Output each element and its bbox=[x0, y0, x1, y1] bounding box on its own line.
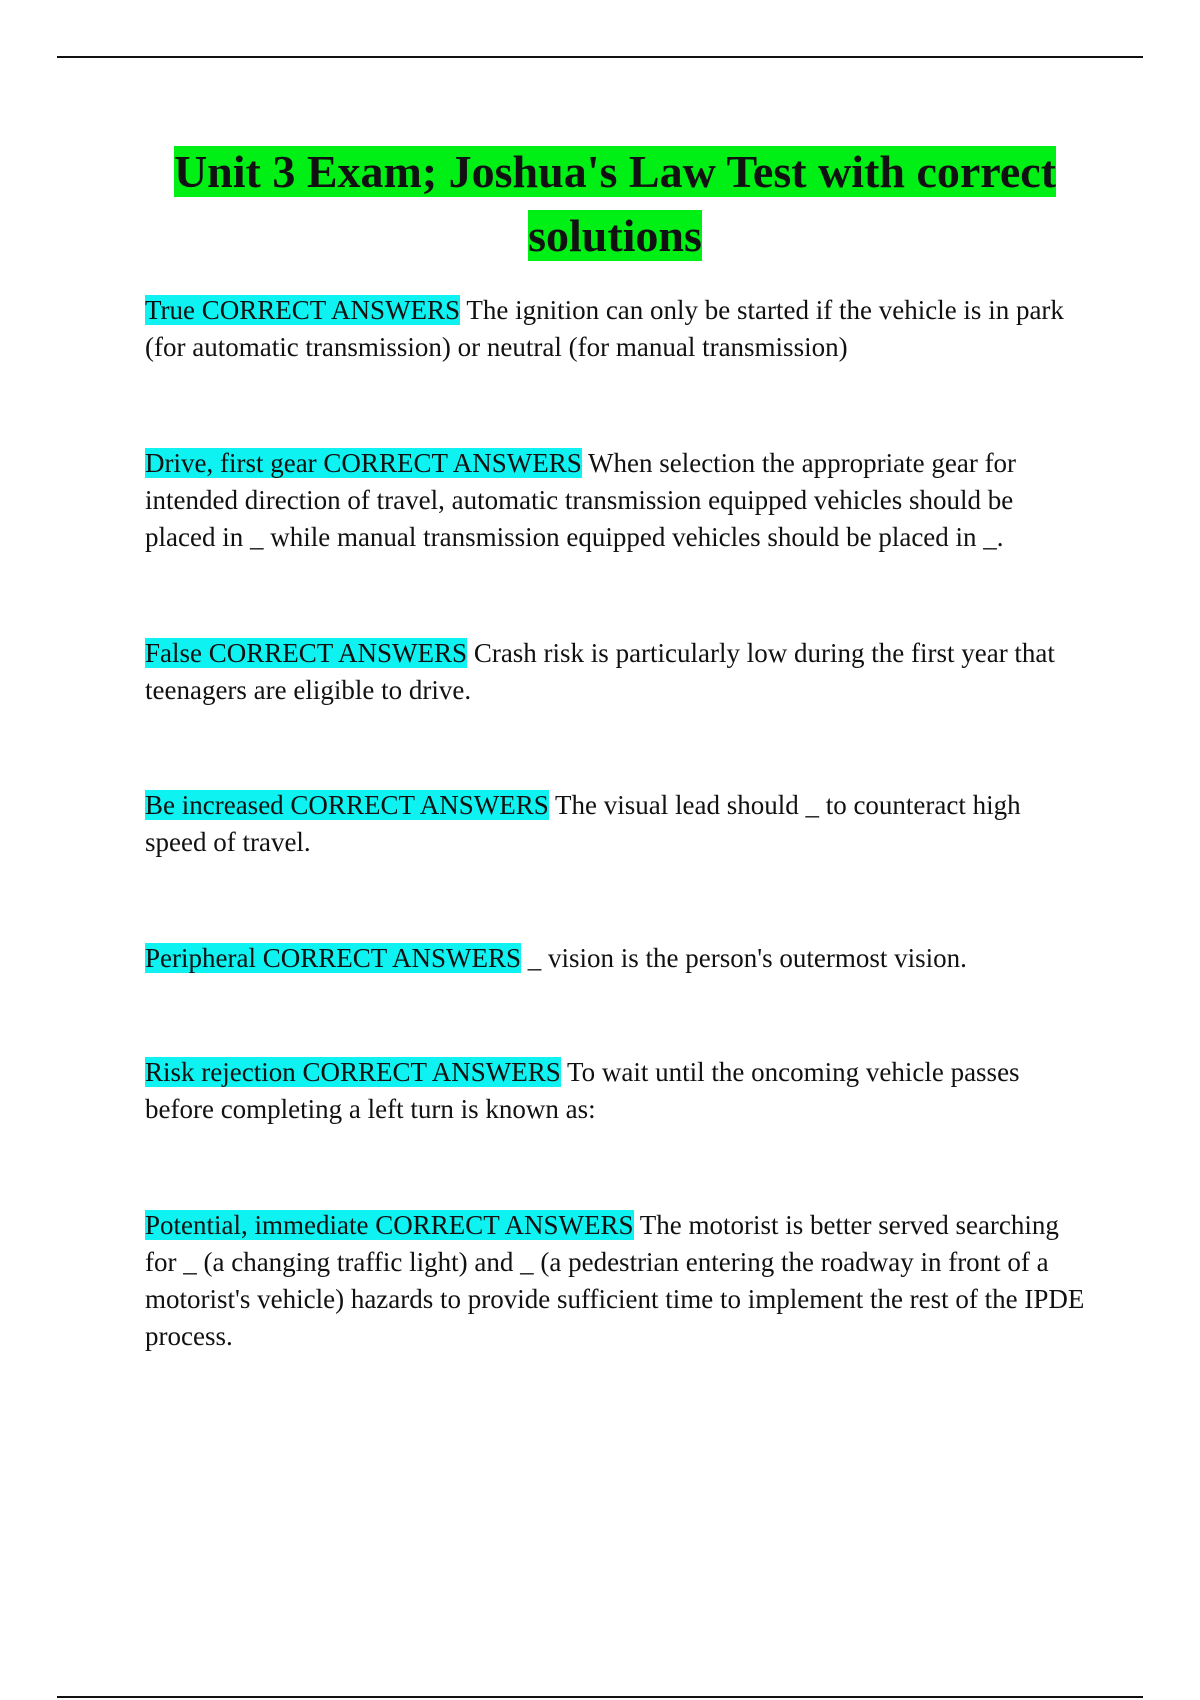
question-text: The motorist is better served searching for _ (a changing traffic light) and _ (a pedestrian entering the roadway in front of a motorist's vehicle) hazards to provide sufficient time to implement the rest of the IPDE process. bbox=[145, 1210, 1085, 1351]
answer-highlight: True CORRECT ANSWERS bbox=[145, 295, 461, 325]
qa-item-2 bbox=[145, 445, 1085, 556]
question-text: Crash risk is particularly low during the first year that teenagers are eligible to drive. bbox=[145, 638, 1055, 705]
question-text: _ vision is the person's outermost vision. bbox=[527, 943, 967, 973]
qa-item-4 bbox=[145, 787, 1085, 861]
question-text: The ignition can only be started if the vehicle is in park (for automatic transmission) or neutral (for manual transmission) bbox=[145, 295, 1064, 362]
answer-highlight: Be increased CORRECT ANSWERS bbox=[145, 790, 549, 820]
qa-item-1 bbox=[145, 292, 1085, 366]
qa-item-3 bbox=[145, 635, 1085, 709]
question-text: When selection the appropriate gear for intended direction of travel, automatic transmission equipped vehicles should be placed in _ while manual transmission equipped vehicles should be placed in _. bbox=[145, 448, 1017, 552]
header-divider bbox=[57, 56, 1143, 58]
answer-highlight: Peripheral CORRECT ANSWERS bbox=[145, 943, 522, 973]
title-highlight: Unit 3 Exam; Joshua's Law Test with correct solutions bbox=[173, 146, 1057, 261]
document-title bbox=[145, 140, 1085, 268]
footer-divider bbox=[57, 1696, 1143, 1698]
qa-item-7 bbox=[145, 1207, 1085, 1355]
answer-highlight: Drive, first gear CORRECT ANSWERS bbox=[145, 448, 582, 478]
answer-highlight: Potential, immediate CORRECT ANSWERS bbox=[145, 1210, 634, 1240]
answer-highlight: False CORRECT ANSWERS bbox=[145, 638, 468, 668]
question-text: The visual lead should _ to counteract high speed of travel. bbox=[145, 790, 1021, 857]
question-text: To wait until the oncoming vehicle passes before completing a left turn is known as: bbox=[145, 1057, 1020, 1124]
qa-item-6 bbox=[145, 1054, 1085, 1128]
answer-highlight: Risk rejection CORRECT ANSWERS bbox=[145, 1057, 561, 1087]
qa-item-5 bbox=[145, 940, 1085, 977]
